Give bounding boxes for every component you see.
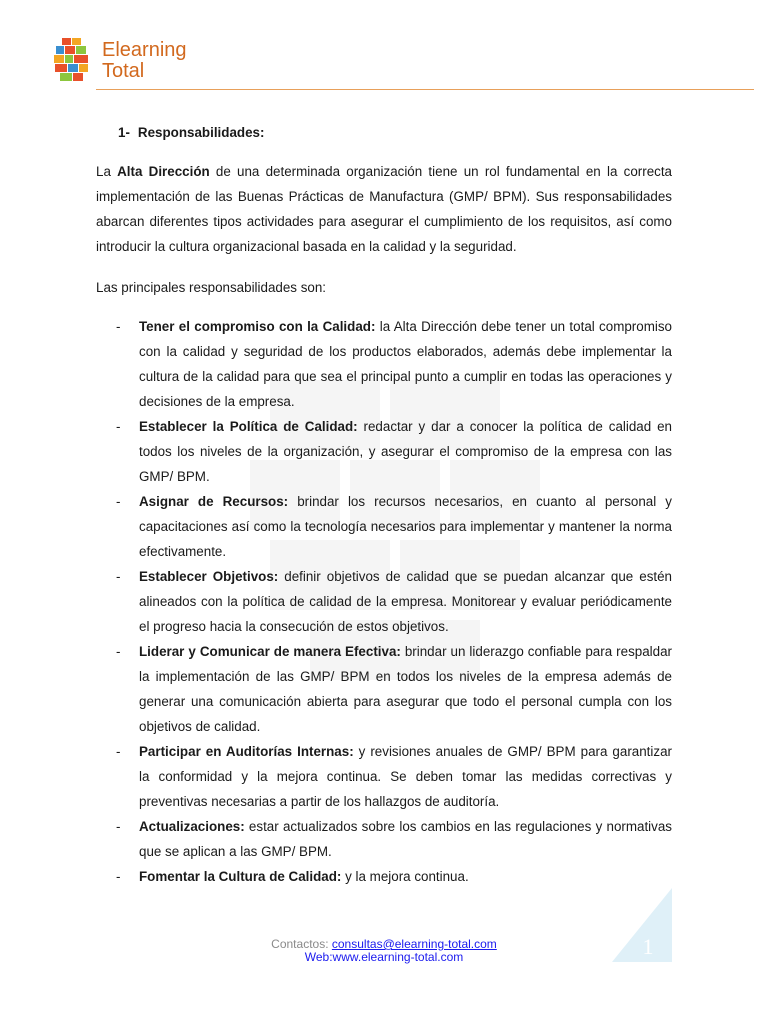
company-logo: [52, 37, 212, 87]
item-text: y la mejora continua.: [341, 869, 469, 884]
list-item: [96, 639, 672, 739]
list-item: [96, 739, 672, 814]
intro-pre: La: [96, 164, 118, 179]
footer: [0, 938, 768, 964]
contact-label: Contactos:: [271, 937, 332, 951]
item-heading: Actualizaciones:: [139, 819, 245, 834]
intro-bold: Alta Dirección: [117, 164, 210, 179]
list-bullet: -: [116, 419, 121, 434]
header-divider: [96, 89, 754, 90]
item-heading: Liderar y Comunicar de manera Efectiva:: [139, 644, 401, 659]
item-heading: Establecer Objetivos:: [139, 569, 279, 584]
intro-paragraph: [96, 159, 672, 259]
item-text: brindar un liderazgo confiable para respaldar la implementación de las GMP/ BPM en todos los niveles de la empresa además de generar una comunicación abierta para asegurar que todo el personal cumpla con los objetivos de calidad.: [139, 644, 672, 734]
list-bullet: -: [116, 869, 121, 884]
item-text: estar actualizados sobre los cambios en las regulaciones y normativas que se aplican a las GMP/ BPM.: [139, 819, 672, 859]
section-heading: [118, 120, 672, 145]
item-heading: Establecer la Política de Calidad:: [139, 419, 358, 434]
logo-line-2: Total: [102, 60, 145, 82]
item-heading: Asignar de Recursos:: [139, 494, 289, 509]
list-item: [96, 864, 672, 889]
section-number: 1-: [118, 125, 130, 140]
logo-wordmark: [102, 40, 187, 82]
list-item: [96, 489, 672, 564]
responsibilities-list: [96, 314, 672, 889]
list-bullet: -: [116, 644, 121, 659]
item-text: la Alta Dirección debe tener un total compromiso con la calidad y seguridad de los productos elaborados, además debe implementar la cultura de la calidad para que sea el principal punto a cumplir en todas las operaciones y decisiones de la empresa.: [139, 319, 672, 409]
intro-post: de una determinada organización tiene un rol fundamental en la correcta implementación de las Buenas Prácticas de Manufactura (GMP/ BPM). Sus responsabilidades abarcan diferentes tipos actividades para asegurar el cumplimiento de los requisitos, así como introducir la cultura organizacional basada en la calidad y la seguridad.: [96, 164, 672, 254]
section-title: Responsabilidades:: [137, 125, 265, 140]
list-bullet: -: [116, 569, 121, 584]
list-bullet: -: [116, 744, 121, 759]
footer-web-line: [0, 951, 768, 964]
web-label: Web:: [304, 950, 333, 964]
logo-line-1: Elearning: [102, 39, 187, 61]
item-text: definir objetivos de calidad que se puedan alcanzar que estén alineados con la política de calidad de la empresa. Monitorear y evaluar periódicamente el progreso hacia la consecución de estos objetivos.: [139, 569, 673, 634]
list-bullet: -: [116, 819, 121, 834]
contact-email-link[interactable]: consultas@elearning-total.com: [331, 937, 497, 951]
list-bullet: -: [116, 319, 121, 334]
list-item: [96, 564, 672, 639]
lead-paragraph: Las principales responsabilidades son:: [96, 280, 327, 295]
item-text: y revisiones anuales de GMP/ BPM para garantizar la conformidad y la mejora continua. Se deben tomar las medidas correctivas y preventivas necesarias a partir de los hallazgos de auditoría.: [139, 744, 672, 809]
web-url-link[interactable]: www.elearning-total.com: [332, 950, 464, 964]
list-item: [96, 414, 672, 489]
document-body: [96, 120, 672, 889]
item-text: brindar los recursos necesarios, en cuanto al personal y capacitaciones así como la tecnología necesarios para implementar y mantener la norma efectivamente.: [139, 494, 672, 559]
list-bullet: -: [116, 494, 121, 509]
item-text: redactar y dar a conocer la política de calidad en todos los niveles de la organización, y asegurar el compromiso de la empresa con las GMP/ BPM.: [139, 419, 672, 484]
logo-mark-icon: [52, 37, 92, 83]
page-number: 1: [642, 934, 654, 959]
item-heading: Participar en Auditorías Internas:: [139, 744, 354, 759]
list-item: [96, 314, 672, 414]
item-heading: Fomentar la Cultura de Calidad:: [139, 869, 342, 884]
list-item: [96, 814, 672, 864]
item-heading: Tener el compromiso con la Calidad:: [139, 319, 376, 334]
